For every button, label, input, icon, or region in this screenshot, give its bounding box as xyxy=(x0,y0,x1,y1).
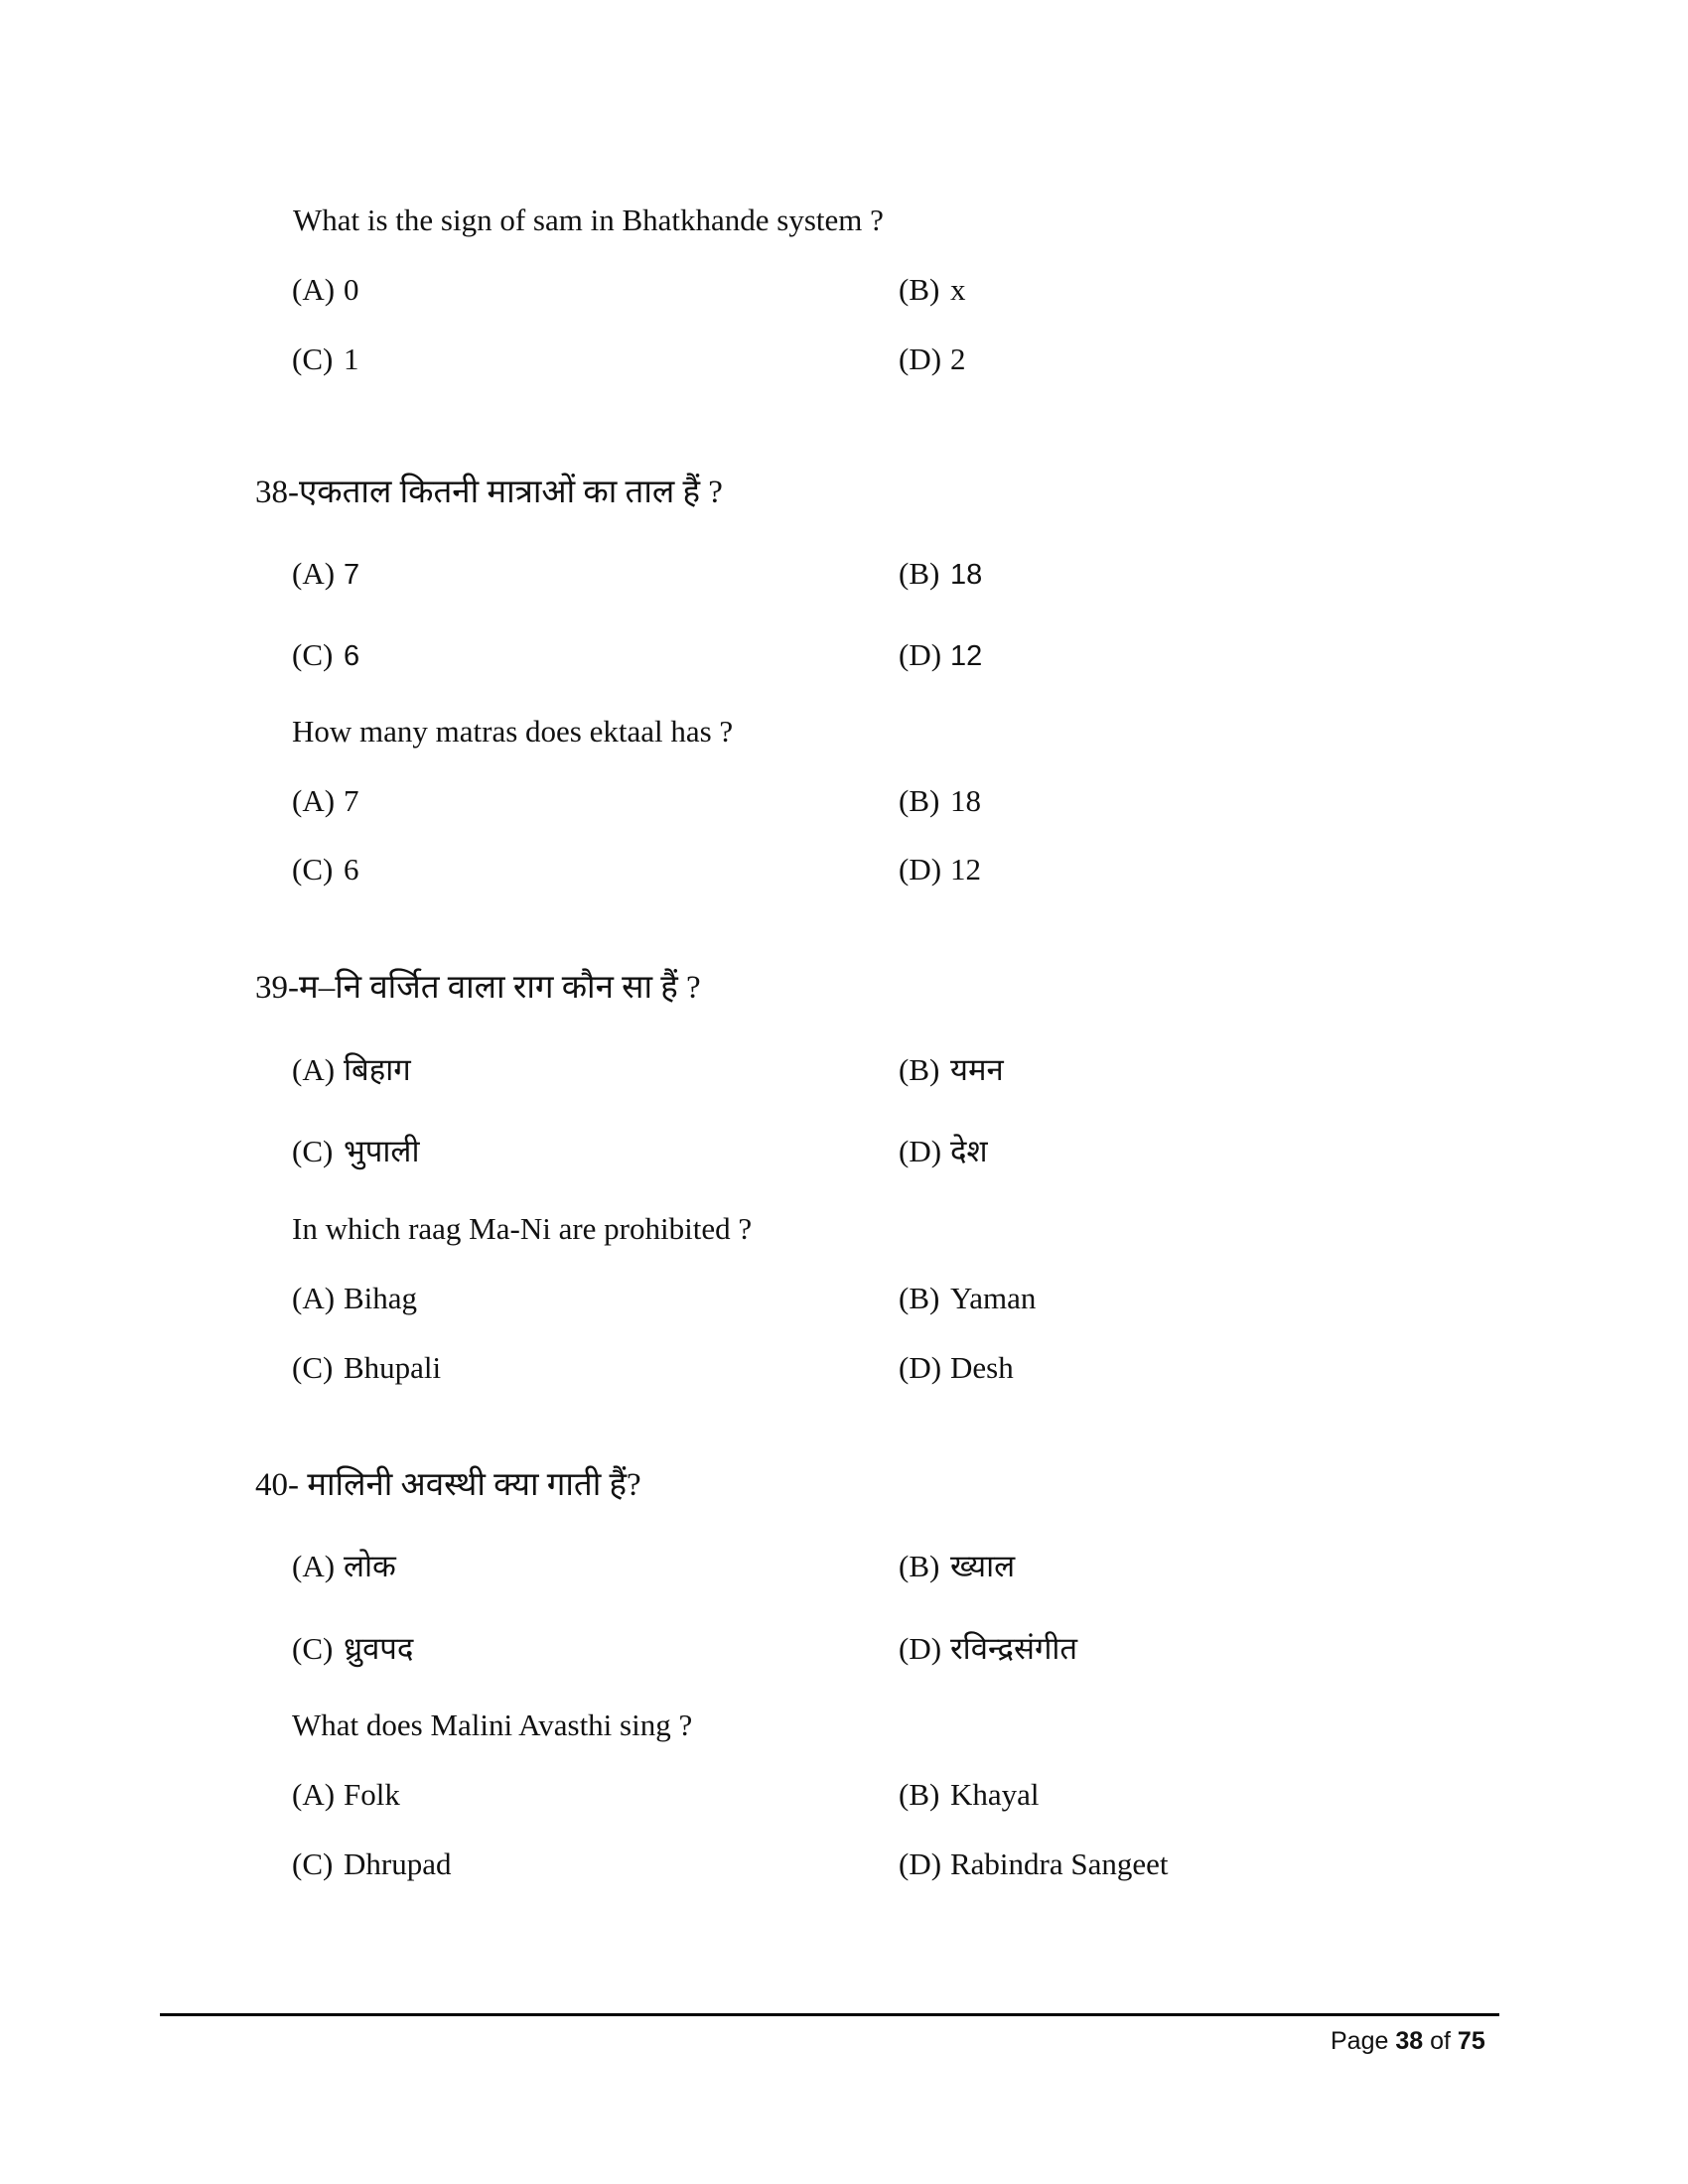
q40-hi-option-b xyxy=(899,1547,1015,1586)
page-prefix: Page xyxy=(1331,2027,1389,2055)
option-label: (C) xyxy=(292,852,334,887)
q38-hi-option-b xyxy=(899,554,982,595)
option-text: Desh xyxy=(950,1350,1014,1385)
q39-hi-option-a xyxy=(292,1050,411,1090)
q38-hindi-question: 38-एकताल कितनी मात्राओं का ताल हैं ? xyxy=(255,475,723,510)
option-label: (C) xyxy=(292,1134,334,1168)
option-text: Bihag xyxy=(344,1281,418,1315)
option-label: (B) xyxy=(899,1281,940,1315)
option-label: (D) xyxy=(899,637,942,672)
q37-en-option-a xyxy=(292,270,359,310)
option-text: लोक xyxy=(344,1549,396,1583)
option-text: 18 xyxy=(950,559,983,591)
option-label: (B) xyxy=(899,1052,940,1087)
option-label: (B) xyxy=(899,783,940,818)
footer-divider xyxy=(160,2013,1499,2016)
option-text: 12 xyxy=(950,852,981,887)
q39-en-option-d xyxy=(899,1348,1014,1388)
q38-hi-option-d xyxy=(899,635,982,676)
option-label: (D) xyxy=(899,1631,942,1666)
option-text: 7 xyxy=(344,559,360,591)
option-text: 6 xyxy=(344,852,359,887)
page-total: 75 xyxy=(1457,2027,1485,2055)
q37-en-option-d xyxy=(899,340,966,379)
q39-en-option-c xyxy=(292,1348,441,1388)
option-label: (A) xyxy=(292,1777,336,1812)
option-text: यमन xyxy=(950,1052,1004,1087)
option-label: (C) xyxy=(292,1846,334,1881)
q40-en-option-a xyxy=(292,1775,400,1815)
q38-en-option-d xyxy=(899,850,981,889)
option-text: 6 xyxy=(344,640,360,672)
option-text: भुपाली xyxy=(344,1134,420,1168)
q38-en-option-a xyxy=(292,781,359,821)
option-label: (B) xyxy=(899,272,940,307)
option-label: (B) xyxy=(899,556,940,591)
option-label: (A) xyxy=(292,272,336,307)
option-label: (C) xyxy=(292,341,334,376)
option-label: (C) xyxy=(292,1350,334,1385)
option-text: ध्रुवपद xyxy=(344,1631,414,1666)
option-text: Yaman xyxy=(950,1281,1037,1315)
option-text: रविन्द्रसंगीत xyxy=(950,1631,1078,1666)
q40-en-option-b xyxy=(899,1775,1040,1815)
option-text: ख्याल xyxy=(950,1549,1016,1583)
option-label: (D) xyxy=(899,1134,942,1168)
option-text: x xyxy=(950,272,966,307)
option-text: देश xyxy=(950,1134,988,1168)
page-number xyxy=(1331,2023,1485,2059)
option-text: Khayal xyxy=(950,1777,1040,1812)
option-label: (A) xyxy=(292,1549,336,1583)
option-text: Folk xyxy=(344,1777,400,1812)
q38-en-option-c xyxy=(292,850,359,889)
option-label: (A) xyxy=(292,1281,336,1315)
q38-en-option-b xyxy=(899,781,981,821)
q40-hindi-question: 40- मालिनी अवस्थी क्या गाती हैं? xyxy=(255,1467,641,1503)
option-label: (B) xyxy=(899,1549,940,1583)
option-text: 12 xyxy=(950,640,983,672)
option-label: (A) xyxy=(292,556,336,591)
option-text: 18 xyxy=(950,783,981,818)
option-text: 7 xyxy=(344,783,359,818)
option-label: (A) xyxy=(292,1052,336,1087)
page-of: of xyxy=(1430,2027,1451,2055)
option-text: बिहाग xyxy=(344,1052,411,1087)
option-text: 0 xyxy=(344,272,359,307)
q39-hi-option-d xyxy=(899,1132,988,1171)
option-label: (D) xyxy=(899,1350,942,1385)
page-current: 38 xyxy=(1395,2027,1424,2055)
q40-english-question: What does Malini Avasthi sing ? xyxy=(292,1707,693,1742)
q39-hi-option-c xyxy=(292,1132,419,1171)
option-label: (B) xyxy=(899,1777,940,1812)
q38-english-question: How many matras does ektaal has ? xyxy=(292,714,734,749)
q40-en-option-d xyxy=(899,1844,1169,1884)
option-text: 2 xyxy=(950,341,966,376)
q40-en-option-c xyxy=(292,1844,451,1884)
option-text: Rabindra Sangeet xyxy=(950,1846,1169,1881)
q37-en-option-c xyxy=(292,340,359,379)
option-label: (C) xyxy=(292,1631,334,1666)
q40-hi-option-d xyxy=(899,1629,1077,1669)
q39-en-option-b xyxy=(899,1279,1036,1318)
q39-en-option-a xyxy=(292,1279,417,1318)
q38-hi-option-a xyxy=(292,554,359,595)
option-label: (D) xyxy=(899,1846,942,1881)
q40-hi-option-c xyxy=(292,1629,413,1669)
option-text: Bhupali xyxy=(344,1350,442,1385)
q39-hi-option-b xyxy=(899,1050,1004,1090)
q38-hi-option-c xyxy=(292,635,359,676)
q40-hi-option-a xyxy=(292,1547,396,1586)
option-label: (D) xyxy=(899,852,942,887)
option-label: (A) xyxy=(292,783,336,818)
option-label: (C) xyxy=(292,637,334,672)
q37-english-question: What is the sign of sam in Bhatkhande system ? xyxy=(293,203,884,237)
q39-english-question: In which raag Ma-Ni are prohibited ? xyxy=(292,1211,753,1246)
q37-en-option-b xyxy=(899,270,966,310)
option-text: 1 xyxy=(344,341,359,376)
option-label: (D) xyxy=(899,341,942,376)
q39-hindi-question: 39-म–नि वर्जित वाला राग कौन सा हैं ? xyxy=(255,970,701,1006)
option-text: Dhrupad xyxy=(344,1846,452,1881)
